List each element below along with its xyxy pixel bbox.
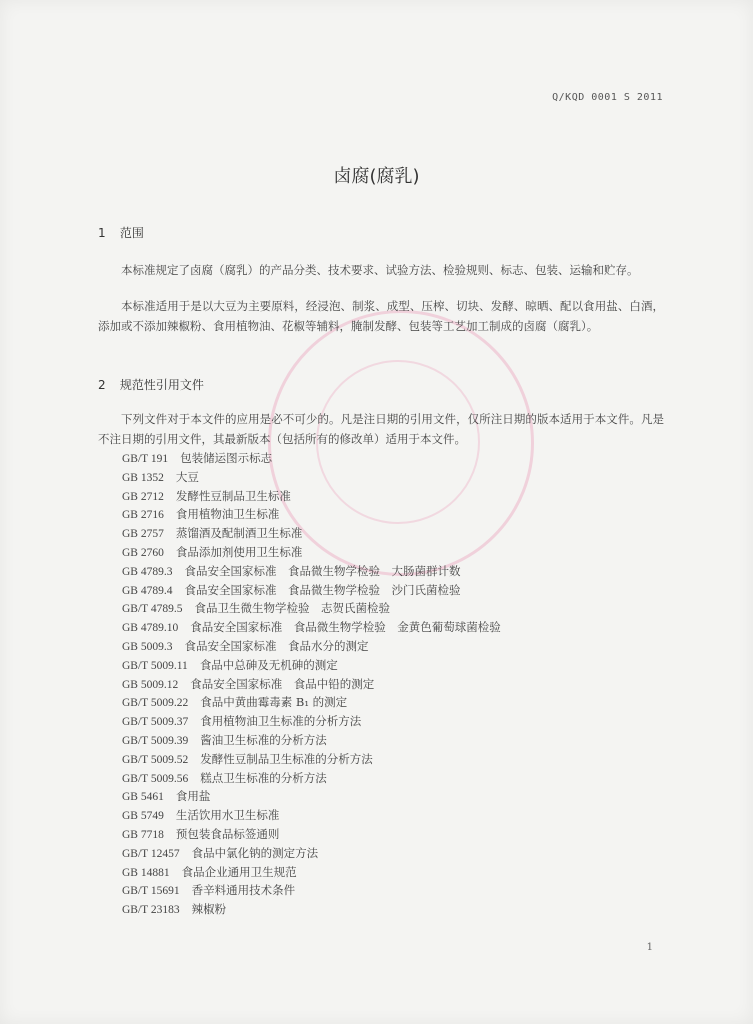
document-code: Q/KQD 0001 S 2011 <box>552 92 663 103</box>
reference-code: GB/T 5009.39 <box>122 734 189 747</box>
reference-item <box>122 731 501 750</box>
reference-code: GB 1352 <box>122 471 164 484</box>
reference-title: 食用盐 <box>175 789 211 804</box>
reference-item <box>122 675 501 694</box>
section-1-number: 1 <box>98 226 106 240</box>
reference-title: 生活饮用水卫生标准 <box>175 808 280 823</box>
reference-item <box>122 581 501 600</box>
section-2-number: 2 <box>98 378 106 392</box>
document-title: 卤腐(腐乳) <box>333 166 420 187</box>
reference-code: GB/T 5009.11 <box>122 659 188 672</box>
reference-code: GB/T 191 <box>122 453 169 465</box>
page-number: 1 <box>646 942 653 953</box>
section-2-heading <box>98 376 204 393</box>
reference-item <box>122 656 501 675</box>
reference-title: 大豆 <box>175 469 199 484</box>
reference-item <box>122 562 501 581</box>
reference-title: 食品安全国家标准 食品微生物学检验 大肠菌群计数 <box>184 563 461 578</box>
reference-code: GB/T 4789.5 <box>122 603 183 616</box>
reference-code: GB/T 5009.52 <box>122 753 189 766</box>
reference-code: GB 5009.3 <box>122 640 173 653</box>
reference-title: 食用植物油卫生标准 <box>175 507 280 522</box>
reference-code: GB 4789.3 <box>122 565 173 578</box>
reference-code: GB/T 5009.22 <box>122 697 189 710</box>
section-2-paragraph-1: 下列文件对于本文件的应用是必不可少的。凡是注日期的引用文件，仅所注日期的版本适用于本文件。凡是不注日期的引用文件，其最新版本（包括所有的修改单）适用于本文件。 <box>98 412 664 446</box>
reference-code: GB 5009.12 <box>122 678 179 691</box>
reference-code: GB 2760 <box>122 546 164 559</box>
reference-code: GB/T 12457 <box>122 847 180 860</box>
reference-item <box>122 769 501 788</box>
reference-item <box>122 468 501 487</box>
reference-code: GB 2757 <box>122 528 164 541</box>
reference-title: 蒸馏酒及配制酒卫生标准 <box>175 526 303 541</box>
reference-item <box>122 618 501 637</box>
reference-title: 辣椒粉 <box>191 902 227 917</box>
reference-item <box>122 787 501 806</box>
reference-item <box>122 637 501 656</box>
reference-item <box>122 543 501 562</box>
reference-title: 酱油卫生标准的分析方法 <box>200 732 327 747</box>
reference-item <box>122 863 501 882</box>
reference-code: GB 4789.4 <box>122 584 173 597</box>
reference-item <box>122 599 501 618</box>
section-2-title: 规范性引用文件 <box>119 378 204 392</box>
reference-item <box>122 900 501 919</box>
reference-item <box>122 693 501 712</box>
reference-title: 发酵性豆制品卫生标准的分析方法 <box>200 751 373 766</box>
reference-item <box>122 806 501 825</box>
reference-title: 食品中黄曲霉毒素 B₁ 的测定 <box>200 695 348 710</box>
reference-title: 食品安全国家标准 食品微生物学检验 金黄色葡萄球菌检验 <box>190 620 501 635</box>
reference-item <box>122 881 501 900</box>
reference-title: 食用植物油卫生标准的分析方法 <box>200 714 362 729</box>
reference-code: GB/T 5009.37 <box>122 716 189 729</box>
reference-code: GB 4789.10 <box>122 622 179 635</box>
reference-item <box>122 844 501 863</box>
reference-title: 食品安全国家标准 食品微生物学检验 沙门氏菌检验 <box>184 582 461 597</box>
reference-title: 食品安全国家标准 食品中铅的测定 <box>190 676 375 691</box>
reference-code: GB 7718 <box>122 828 164 841</box>
reference-item <box>122 505 501 524</box>
section-1-title: 范围 <box>119 226 144 240</box>
section-1-paragraph-2: 本标准适用于是以大豆为主要原料，经浸泡、制浆、成型、压榨、切块、发酵、晾晒、配以食用盐、白酒，添加或不添加辣椒粉、食用植物油、花椒等辅料，腌制发酵、包装等工艺加工制成的卤腐（腐乳）。 <box>98 299 664 333</box>
reference-code: GB/T 5009.56 <box>122 772 189 785</box>
reference-item <box>122 449 501 468</box>
section-1-heading <box>98 224 144 241</box>
reference-item <box>122 750 501 769</box>
reference-code: GB 5461 <box>122 791 164 804</box>
reference-title: 糕点卫生标准的分析方法 <box>200 770 327 785</box>
reference-code: GB/T 15691 <box>122 885 180 898</box>
reference-title: 包装储运图示标志 <box>180 451 273 465</box>
reference-title: 发酵性豆制品卫生标准 <box>175 488 291 503</box>
section-1-paragraph-1: 本标准规定了卤腐（腐乳）的产品分类、技术要求、试验方法、检验规则、标志、包装、运输和贮存。 <box>121 263 639 277</box>
reference-code: GB 5749 <box>122 810 164 823</box>
normative-references-list <box>122 449 501 919</box>
reference-code: GB 2712 <box>122 490 164 503</box>
reference-title: 食品卫生微生物学检验 志贺氏菌检验 <box>194 601 390 616</box>
reference-code: GB 14881 <box>122 866 170 879</box>
reference-title: 食品中总砷及无机砷的测定 <box>199 657 338 672</box>
reference-item <box>122 825 501 844</box>
reference-title: 香辛料通用技术条件 <box>191 883 296 898</box>
reference-title: 食品中氯化钠的测定方法 <box>191 845 319 860</box>
reference-item <box>122 524 501 543</box>
reference-title: 食品安全国家标准 食品水分的测定 <box>184 638 369 653</box>
reference-code: GB 2716 <box>122 509 164 522</box>
reference-title: 食品添加剂使用卫生标准 <box>175 544 303 559</box>
reference-item <box>122 487 501 506</box>
reference-title: 预包装食品标签通则 <box>175 826 280 841</box>
reference-item <box>122 712 501 731</box>
reference-title: 食品企业通用卫生规范 <box>181 864 297 879</box>
reference-code: GB/T 23183 <box>122 904 180 917</box>
